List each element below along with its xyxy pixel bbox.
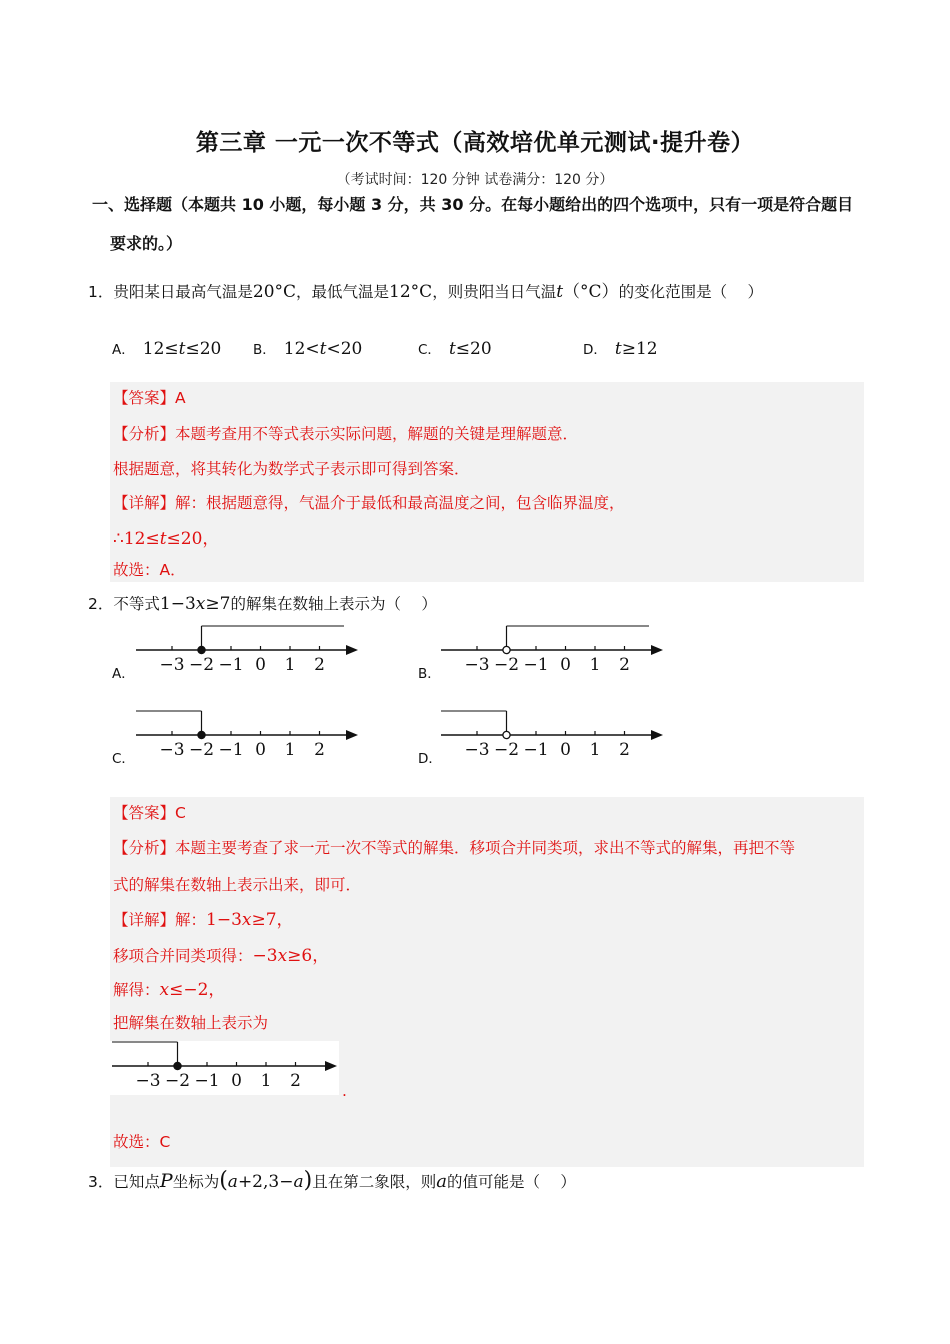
tick-label: −3 — [464, 655, 490, 675]
tick-label: −2 — [188, 655, 215, 675]
choose-q1: 故选：A． — [113, 561, 186, 579]
section-heading-cont: 要求的。） — [110, 234, 183, 253]
tick-label: 0 — [560, 740, 571, 760]
tick-label: 2 — [314, 740, 325, 760]
axis-arrow — [325, 1061, 337, 1071]
analysis-q2: 【分析】本题主要考查了求一元一次不等式的解集．移项合并同类项，求出不等式的解集，再把不等 — [113, 839, 796, 857]
tick-label: 1 — [284, 740, 296, 760]
choose-q2: 故选：C — [113, 1133, 171, 1151]
tick-label: −2 — [493, 655, 520, 675]
axis-arrow — [346, 645, 358, 655]
option-d[interactable]: D． t≥12 — [583, 339, 658, 359]
solid-endpoint — [198, 646, 205, 653]
axis-arrow — [346, 730, 358, 740]
answer-q1: 【答案】A — [113, 389, 186, 407]
tick-label: 1 — [589, 655, 601, 675]
tick-label: −2 — [188, 740, 215, 760]
solid-endpoint — [198, 731, 205, 738]
number-line-b[interactable] — [439, 622, 665, 682]
hollow-endpoint — [503, 731, 510, 738]
tick-label: 1 — [284, 655, 296, 675]
detail-q2-step4: 把解集在数轴上表示为 — [113, 1014, 269, 1032]
question-number: 3． — [88, 1173, 114, 1191]
tick-label: −1 — [194, 1071, 220, 1091]
question-1: 1．贵阳某日最高气温是20°C，最低气温是12°C，则贵阳当日气温t（°C）的变化范围是（ ） — [88, 282, 763, 302]
tick-label: 2 — [314, 655, 325, 675]
detail-q1: 【详解】解：根据题意得，气温介于最低和最高温度之间，包含临界温度， — [113, 494, 625, 512]
tick-label: −1 — [523, 655, 549, 675]
answer-q2: 【答案】C — [113, 804, 186, 822]
tick-label: −1 — [523, 740, 549, 760]
tick-label: −1 — [218, 655, 244, 675]
tick-label: −3 — [464, 740, 490, 760]
tick-label: 0 — [255, 655, 266, 675]
tick-label: −3 — [135, 1071, 161, 1091]
question-number: 2． — [88, 595, 114, 613]
option-d-label[interactable]: D． — [418, 751, 442, 767]
tick-label: 0 — [255, 740, 266, 760]
tick-label: 1 — [589, 740, 601, 760]
option-b[interactable]: B． 12<t<20 — [253, 339, 363, 359]
question-3: 3．已知点P坐标为(a+2,3−a)且在第二象限，则a的值可能是（ ） — [88, 1168, 576, 1193]
option-a[interactable]: A． 12≤t≤20 — [112, 339, 222, 359]
number-line-c[interactable] — [134, 707, 360, 767]
detail-q1-result: ∴12≤t≤20， — [113, 529, 220, 549]
question-number: 1． — [88, 283, 114, 301]
analysis-q1-cont: 根据题意，将其转化为数学式子表示即可得到答案． — [113, 460, 470, 478]
detail-q2: 【详解】解：1−3x≥7， — [113, 910, 294, 930]
solution-number-line — [110, 1038, 339, 1098]
tick-label: −1 — [218, 740, 244, 760]
option-c-label[interactable]: C． — [112, 751, 135, 767]
tick-label: −2 — [493, 740, 520, 760]
tick-label: −3 — [159, 655, 185, 675]
answer-box-q1 — [110, 382, 864, 582]
tick-label: −2 — [164, 1071, 191, 1091]
tick-label: 0 — [560, 655, 571, 675]
analysis-q1: 【分析】本题考查用不等式表示实际问题，解题的关键是理解题意． — [113, 425, 579, 443]
period: . — [342, 1082, 347, 1100]
section-heading: 一、选择题（本题共 10 小题，每小题 3 分，共 30 分。在每小题给出的四个选项中，只有一项是符合题目 — [92, 195, 854, 214]
analysis-q2-cont: 式的解集在数轴上表示出来，即可． — [113, 876, 362, 894]
tick-label: −3 — [159, 740, 185, 760]
number-line-a[interactable] — [134, 622, 360, 682]
option-c[interactable]: C． t≤20 — [418, 339, 492, 359]
tick-label: 2 — [619, 740, 630, 760]
tick-label: 2 — [619, 655, 630, 675]
option-b-label[interactable]: B． — [418, 666, 441, 682]
page-title: 第三章 一元一次不等式（高效培优单元测试·提升卷） — [195, 130, 755, 156]
axis-arrow — [651, 730, 663, 740]
question-2: 2．不等式1−3x≥7的解集在数轴上表示为（ ） — [88, 594, 437, 614]
tick-label: 1 — [260, 1071, 272, 1091]
option-a-label[interactable]: A． — [112, 666, 135, 682]
hollow-endpoint — [503, 646, 510, 653]
solid-endpoint — [174, 1062, 181, 1069]
detail-q2-step2: 移项合并同类项得：−3x≥6， — [113, 946, 330, 966]
tick-label: 2 — [290, 1071, 301, 1091]
temp-low: 12°C — [389, 282, 433, 302]
exam-info: （考试时间：120 分钟 试卷满分：120 分） — [336, 172, 614, 188]
axis-arrow — [651, 645, 663, 655]
number-line-d[interactable] — [439, 707, 665, 767]
detail-q2-step3: 解得：x≤−2， — [113, 980, 226, 1000]
tick-label: 0 — [231, 1071, 242, 1091]
temp-high: 20°C — [252, 282, 297, 302]
